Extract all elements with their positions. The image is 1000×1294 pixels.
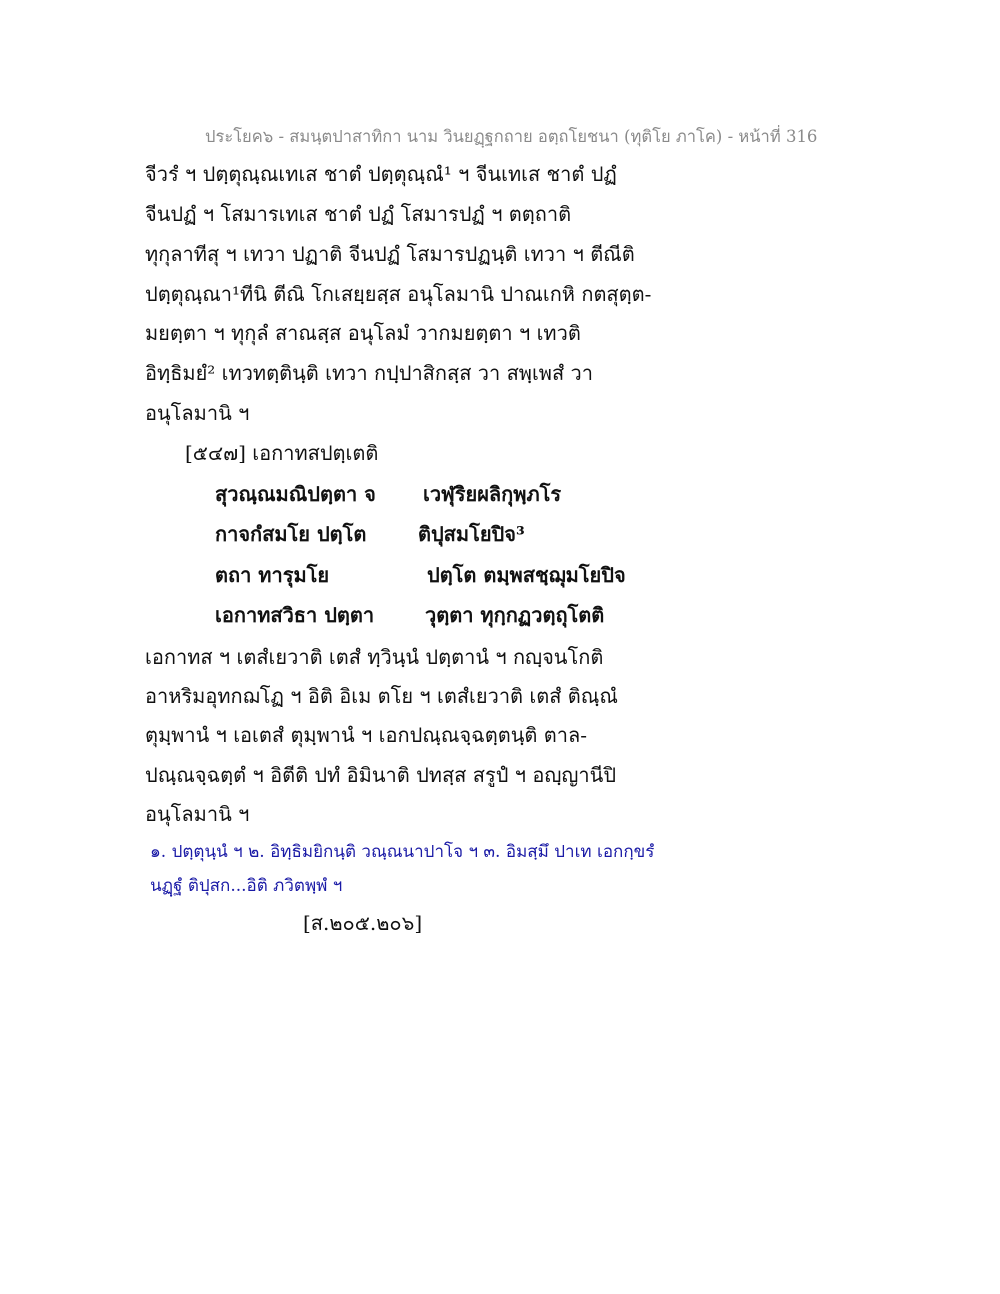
body-line: ตุมฺพานํ ฯ เอเตสํ ตุมฺพานํ ฯ เอกปณฺณจฺฉตฺตนฺติ ตาล- [145, 723, 587, 747]
verse-right-half: เวฬุริยผลิกุพฺภโร [423, 482, 562, 506]
verse-left-half: สุวณฺณมณิปตฺตา จ [215, 482, 376, 506]
page-reference: [ส.๒๐๕.๒๐๖] [303, 911, 423, 935]
body-line: ทุกุลาทีสุ ฯ เทวา ปฏาติ จีนปฏํ โสมารปฏนฺติ เทวา ฯ ตีณีติ [145, 242, 635, 266]
verse-right-half: วุตฺตา ทุกฺกฏวตฺถุโตติ [425, 603, 605, 627]
page-header: ประโยค๖ - สมนฺตปาสาทิกา นาม วินยฏฺฐกถาย อตฺถโยชนา (ทุติโย ภาโค) - หน้าที่ 316 [205, 127, 818, 146]
body-line: อาหริมอุทกฌโฏ ฯ อิติ อิเม ตโย ฯ เตสํเยวาติ เตสํ ติณฺณํ [145, 684, 618, 708]
footnote-line: ๑. ปตฺตุนฺนํ ฯ ๒. อิทฺธิมยิกนฺติ วณฺณนาปาโจ ฯ ๓. อิมสฺมึ ปาเท เอกกฺขรํ [150, 842, 655, 862]
body-line: มยตฺตา ฯ ทุกุลํ สาณสฺส อนุโลมํ วากมยตฺตา ฯ เทวติ [145, 321, 581, 345]
verse-left-half: เอกาทสวิธา ปตฺตา [215, 603, 375, 627]
body-line: เอกาทส ฯ เตสํเยวาติ เตสํ ทฺวินฺนํ ปตฺตานํ ฯ กญฺจนโกติ [145, 645, 604, 669]
section-heading: [๕๔๗] เอกาทสปตฺเตติ [185, 441, 379, 465]
body-line: อิทฺธิมยํ² เทวทตฺตินฺติ เทวา กปฺปาสิกสฺส วา สพฺเพสํ วา [145, 361, 594, 385]
verse-left-half: ตถา ทารุมโย [215, 563, 330, 587]
verse-left-half: กาจกํสมโย ปตฺโต [215, 522, 367, 546]
verse-right-half: ติปุสมโยปิจ³ [418, 522, 525, 546]
footnote-line: นฏฺฐํ ติปุสก...อิติ ภวิตพฺพํ ฯ [150, 876, 343, 896]
body-line: ปณฺณจฺฉตฺตํ ฯ อิตีติ ปทํ อิมินาติ ปทสฺส สรูปํ ฯ อญฺญานีปิ [145, 763, 617, 787]
verse-right-half: ปตฺโต ตมฺพสชฺฌุมโยปิจ [427, 563, 626, 587]
body-line: ปตฺตุณฺณา¹ทีนิ ตีณิ โกเสยฺยสฺส อนุโลมานิ ปาณเกหิ กตสุตฺต- [145, 282, 652, 306]
body-line: อนุโลมานิ ฯ [145, 401, 250, 425]
body-line: อนุโลมานิ ฯ [145, 802, 250, 826]
body-line: จีนปฏํ ฯ โสมารเทเส ชาตํ ปฏํ โสมารปฏํ ฯ ตตฺถาติ [145, 202, 572, 226]
body-line: จีวรํ ฯ ปตฺตุณฺณเทเส ชาตํ ปตฺตุณฺณํ¹ ฯ จีนเทเส ชาตํ ปฏํ [145, 162, 617, 186]
